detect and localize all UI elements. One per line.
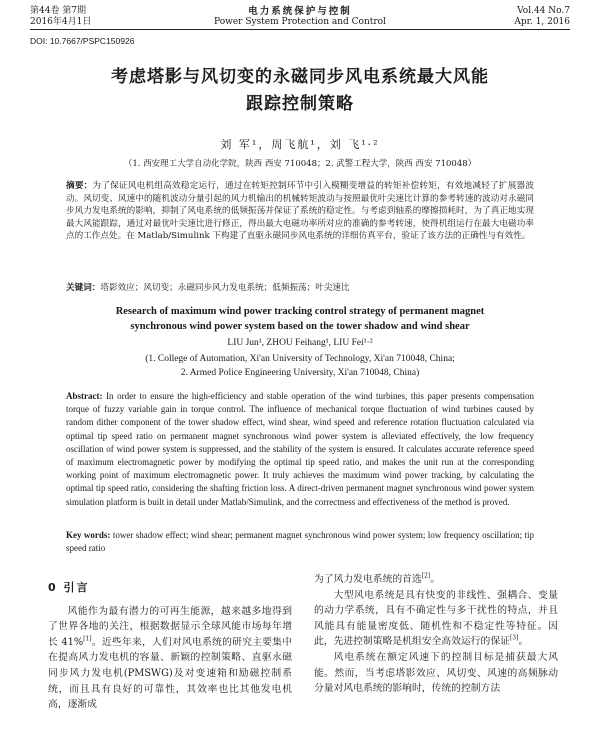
- citation-2: [2]: [421, 572, 431, 580]
- abstract-cn: [66, 180, 534, 243]
- title-cn-line-2: 跟踪控制策略: [246, 94, 354, 114]
- header-volume-cn: 第44卷 第7期: [30, 6, 87, 16]
- right-paragraph-2: 大型风电系统是具有快变的非线性、强耦合、变量的动力学系统，具有不确定性与多干扰性的特点，并且风能具有能量密度低、随机性和不稳定性等特征。因此，先进控制策略是机组安全高效运行的保证[3]。: [314, 589, 558, 648]
- header-date-en: Apr. 1, 2016: [514, 17, 570, 27]
- abstract-en-text: In order to ensure the high-efficiency and stable operation of the wind turbines, this paper presents compensation torque of fuzzy variable gain in torque control. The influence of mechanical torque fluctuation of wind turbines caused by random dither component of the tower shadow effect, wind shear, wind speed and reference rotation fluctuation calculated via optimal tip speed ratio on permanent magnet synchronous wind power system is alleviated effectively, the low frequency oscillation of wind power system is suppressed, and the stability of the system is ensured. It calculates accurate reference speed of maximum electromagnetic power by modifying the optimal tip speed ratio, and makes the unit run at the corresponding working point of maximum electromagnetic power. It truly achieves the maximum wind power tracking, by calculating the optimal tip speed ratio, considering the shafting friction loss. A direct-driven permanent magnet synchronous wind power system simulation platform is built in detail under Matlab/Simulink, and the correctness and effectiveness of the method is proved.: [66, 391, 534, 507]
- keywords-cn-text: 塔影效应；风切变；永磁同步风力发电系统；低频振荡；叶尖速比: [100, 283, 350, 293]
- header-journal-block: [0, 6, 600, 28]
- body-column-right: [314, 572, 558, 697]
- keywords-en-text: tower shadow effect; wind shear; permanent magnet synchronous wind power system; low frequency oscillation; tip speed ratio: [66, 530, 535, 553]
- keywords-en-label: Key words:: [66, 530, 111, 540]
- intro-paragraph-1-cont: 近些年来，人们对风电系统的研究主要集中在提高风力发电机的容量、新颖的控制策略、直驱永磁同步风力发电机(PMSWG)及对变速箱和励磁控制系统，而且具有良好的可靠性，其效率也比其他发电机高，逐渐成: [48, 636, 293, 711]
- intro-paragraph-1-text: 风能作为最有潜力的可再生能源，越来越多地得到了世界各地的关注，根据数据显示全球风能市场每年增长 41%: [48, 605, 292, 648]
- title-cn: [0, 64, 600, 118]
- right-paragraph-2-text: 大型风电系统是具有快变的非线性、强耦合、变量的动力学系统，具有不确定性与多干扰性的特点，并且风能具有能量密度低、随机性和不稳定性等特征。因此，先进控制策略是机组安全高效运行的保证: [314, 589, 558, 648]
- journal-name-cn: 电力系统保护与控制: [248, 6, 352, 17]
- intro-paragraph-1-end: 。: [91, 636, 102, 648]
- authors-en: LIU Jun¹, ZHOU Feihang¹, LIU Fei¹·²: [227, 338, 373, 348]
- title-en: [0, 304, 600, 334]
- citation-1: [1]: [83, 635, 92, 643]
- abstract-en: [66, 390, 534, 509]
- doi: DOI: 10.7667/PSPC150926: [30, 36, 135, 46]
- right-paragraph-3: [314, 650, 558, 697]
- abstract-cn-label: 摘要：: [66, 181, 93, 191]
- affiliation-en-line-1: (1. College of Automation, Xi'an University of Technology, Xi'an 710048, China;: [145, 354, 455, 364]
- right-paragraph-3-text: 风电系统在额定风速下的控制目标是捕获最大风能。然而，当考虑塔影效应、风切变、风速的高频脉动分量对风电系统的影响时，传统的控制方法: [314, 651, 558, 695]
- abstract-cn-text: 为了保证风电机组高效稳定运行，通过在转矩控制环节中引入模糊变增益的转矩补偿转矩，有效地减轻了扩展器波动。风切变、风速中的随机波动分量引起的风力机输出的机械转矩波动与按照最优叶尖速比计算的参考转速的波动对永磁同步风力发电系统的影响，抑制了风电系统的低频振荡并保证了系统的稳定性。与考虑到轴系的摩擦损耗时，为了真正地实现最大风能跟踪，通过对最优叶尖速比进行修正，得出最大电磁功率所对应的准确的参考转速，使得机组运行在最大电磁功率点的工作点处。在 Matlab/Simulink 下构建了直驱永磁同步风电系统的详细仿真平台，验证了该方法的正确性与有效性。: [66, 181, 534, 242]
- affiliation-cn: （1. 西安理工大学自动化学院，陕西 西安 710048；2. 武警工程大学，陕西 西安 710048）: [123, 159, 477, 169]
- affiliation-en: [0, 352, 600, 380]
- section-heading-introduction: 0 引言: [48, 581, 90, 594]
- body-column-left: [48, 572, 292, 713]
- right-paragraph-1-text: 为了风力发电系统的首选: [314, 574, 422, 585]
- authors-cn: 刘 军¹，周飞航¹，刘 飞¹·²: [220, 138, 380, 151]
- citation-3: [3]: [509, 635, 519, 643]
- title-cn-line-1: 考虑塔影与风切变的永磁同步风电系统最大风能: [111, 67, 489, 87]
- abstract-en-label: Abstract:: [66, 391, 103, 401]
- title-en-line-2: synchronous wind power system based on the tower shadow and wind shear: [130, 321, 470, 332]
- header-volume-en: Vol.44 No.7: [517, 6, 570, 16]
- header-date-cn: 2016年4月1日: [30, 17, 92, 27]
- affiliation-en-line-2: 2. Armed Police Engineering University, Xi'an 710048, China): [180, 368, 420, 378]
- keywords-cn-label: 关键词：: [66, 283, 101, 293]
- keywords-cn: [66, 282, 534, 294]
- right-paragraph-1: 为了风力发电系统的首选[2]。: [314, 572, 441, 585]
- keywords-en: [66, 529, 534, 555]
- header-rule: [30, 29, 570, 30]
- intro-paragraph-1: [48, 604, 292, 713]
- header-issue-block: [514, 6, 570, 28]
- journal-name-en: Power System Protection and Control: [214, 17, 386, 27]
- title-en-line-1: Research of maximum wind power tracking control strategy of permanent magnet: [115, 306, 485, 317]
